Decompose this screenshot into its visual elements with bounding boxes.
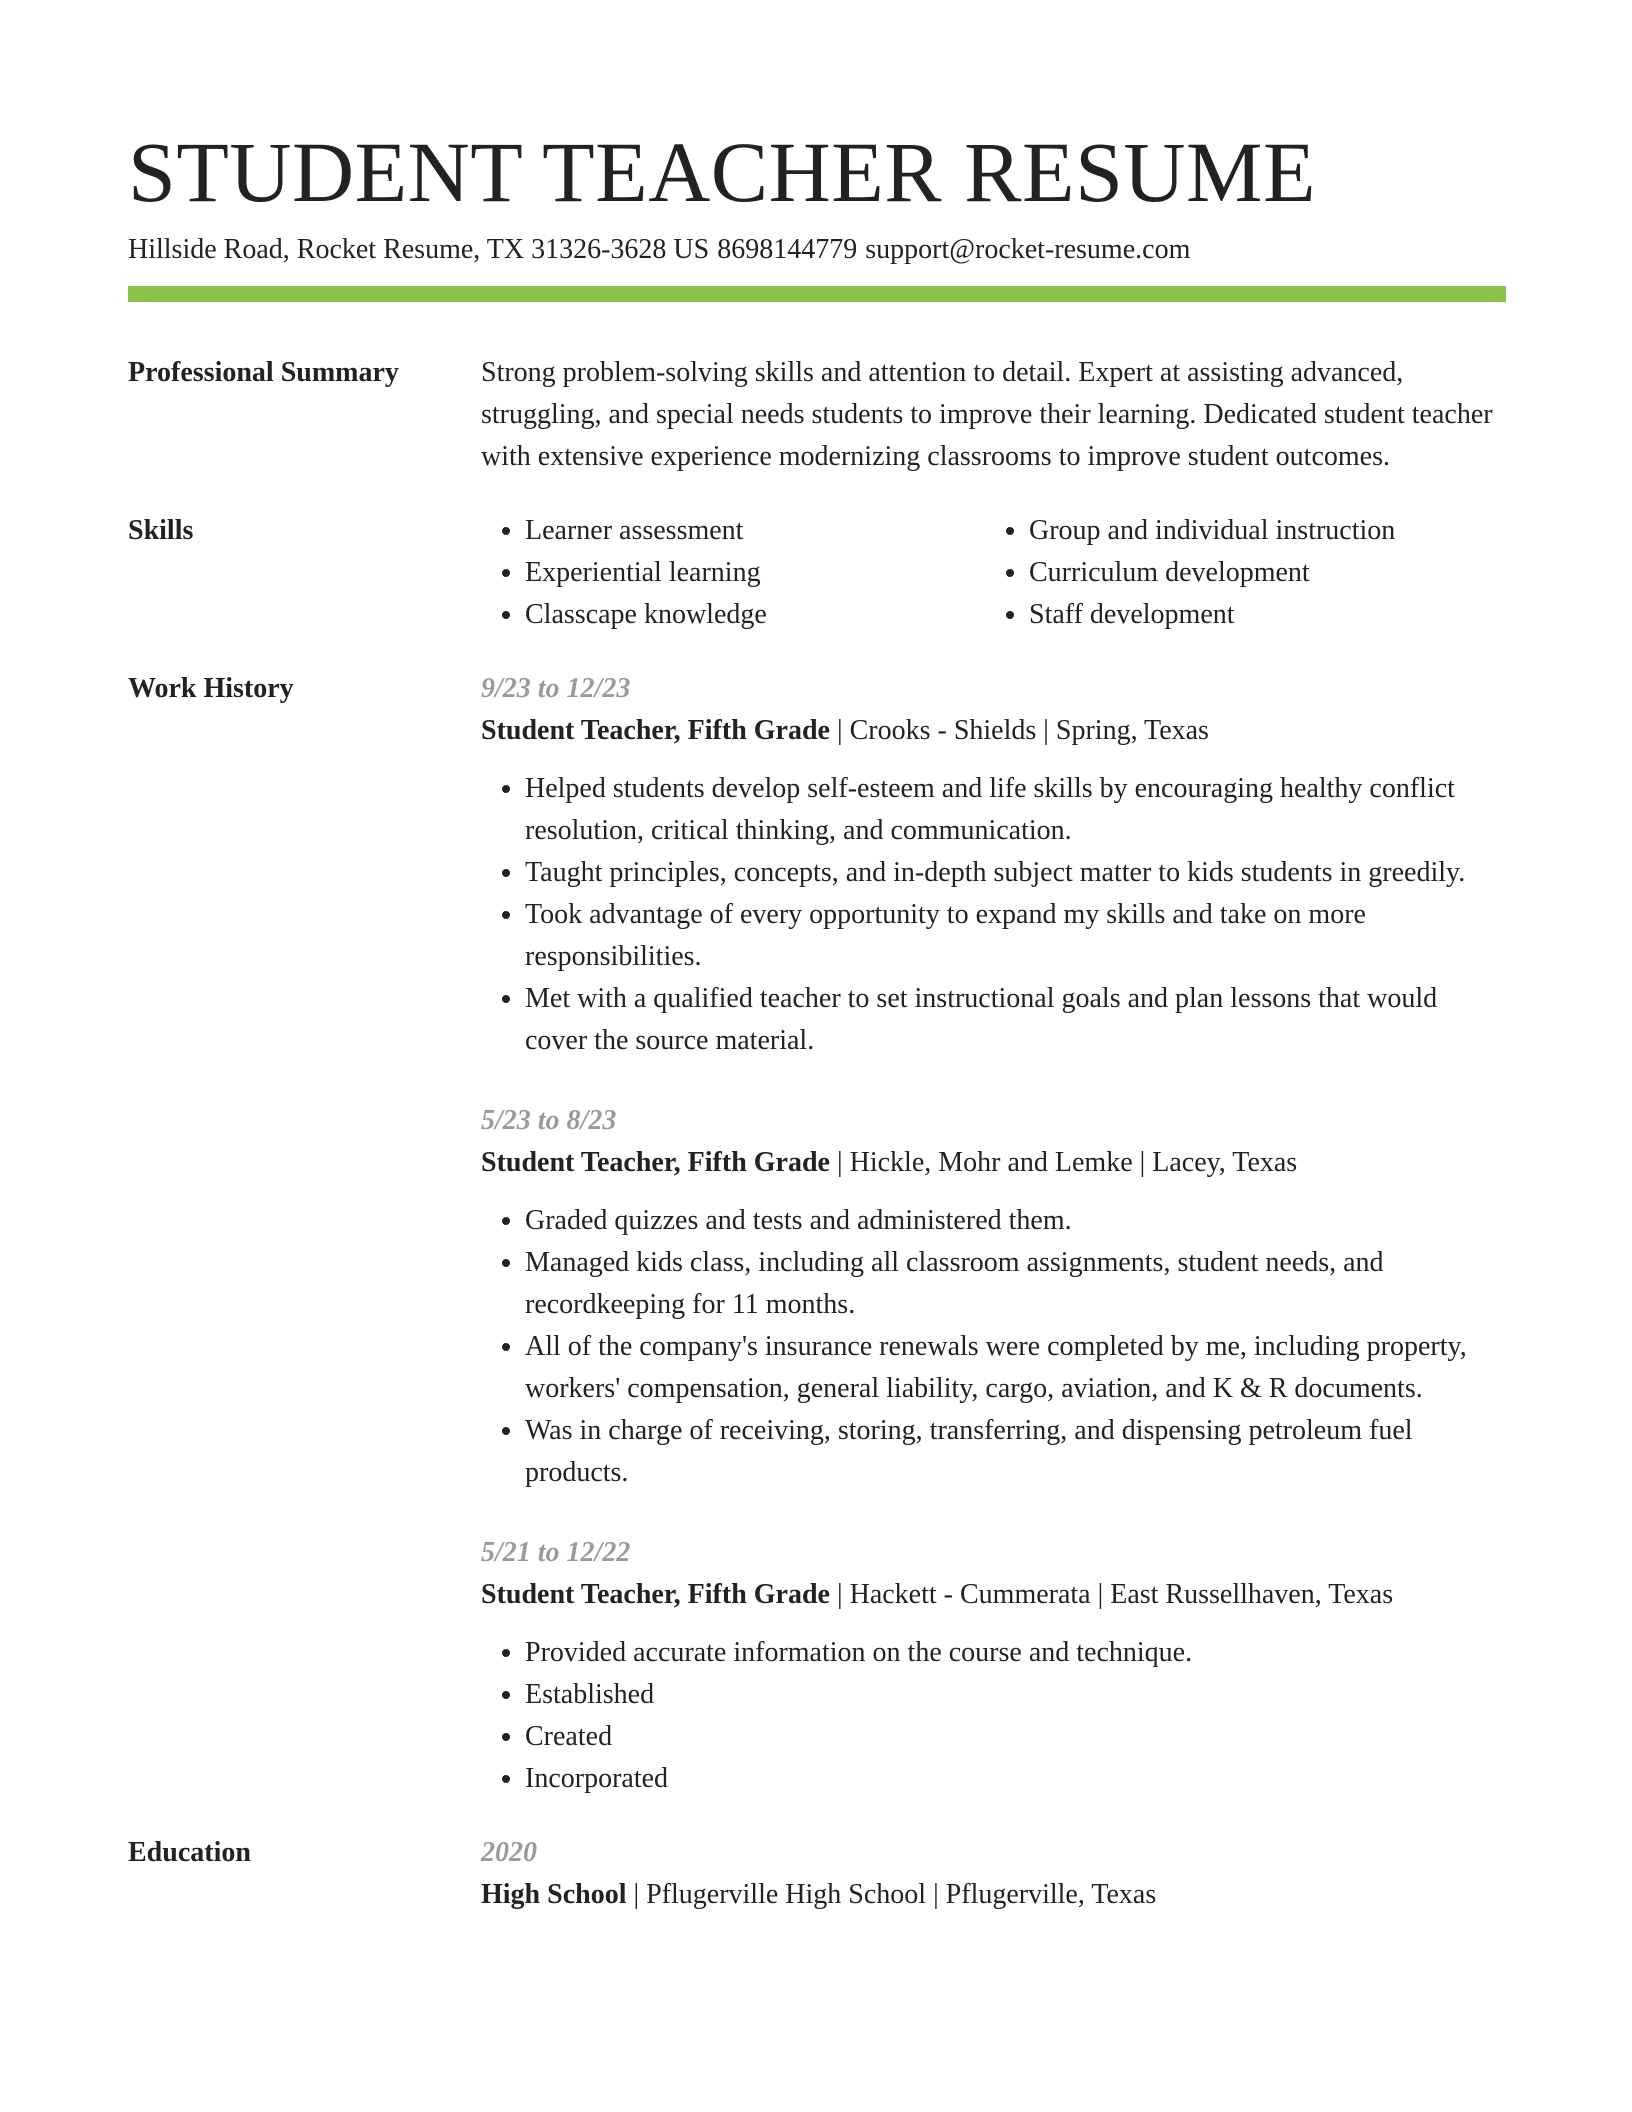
skill-item: • Staff development — [1029, 594, 1489, 636]
education-details: | Pflugerville High School | Pflugerville, Texas — [626, 1879, 1157, 1910]
skill-item: • Learner assessment — [525, 510, 985, 552]
job-details: | Hickle, Mohr and Lemke | Lacey, Texas — [830, 1147, 1298, 1178]
job-bullet: • Incorporated — [525, 1758, 1506, 1800]
contact-email: support@rocket-resume.com — [865, 234, 1191, 265]
professional-summary-section — [128, 352, 1506, 478]
section-heading: Work History — [128, 673, 294, 704]
job-bullet: • Took advantage of every opportunity to expand my skills and take on more responsibilities. — [525, 894, 1506, 978]
job-bullet: • Helped students develop self-esteem and life skills by encouraging healthy conflict resolution, critical thinking, and communication. — [525, 768, 1506, 852]
job-details: | Hackett - Cummerata | East Russellhaven, Texas — [830, 1579, 1394, 1610]
job-bullet: • Managed kids class, including all classroom assignments, student needs, and recordkeeping for 11 months. — [525, 1242, 1506, 1326]
job-heading — [481, 1142, 1506, 1184]
job-bullet: • Was in charge of receiving, storing, transferring, and dispensing petroleum fuel products. — [525, 1410, 1506, 1494]
education-section — [128, 1832, 1506, 1916]
summary-text: Strong problem-solving skills and attention to detail. Expert at assisting advanced, struggling, and special needs students to improve their learning. Dedicated student teacher with extensive experience modernizing classrooms to improve student outcomes. — [481, 357, 1493, 472]
job-bullet: • Provided accurate information on the course and technique. — [525, 1632, 1506, 1674]
education-degree: High School — [481, 1879, 627, 1910]
contact-address: Hillside Road, Rocket Resume, TX 31326-3628 US — [128, 234, 710, 265]
skill-item: • Experiential learning — [525, 552, 985, 594]
job-heading — [481, 1574, 1506, 1616]
contact-phone: 8698144779 — [717, 234, 858, 265]
section-heading: Skills — [128, 515, 194, 546]
job-entry — [481, 1532, 1506, 1800]
job-dates: 9/23 to 12/23 — [481, 673, 631, 704]
education-year: 2020 — [481, 1837, 537, 1868]
job-title: Student Teacher, Fifth Grade — [481, 1147, 830, 1178]
education-heading — [481, 1874, 1506, 1916]
job-bullets — [481, 768, 1506, 1062]
resume-content — [128, 352, 1506, 1948]
section-heading: Professional Summary — [128, 357, 399, 388]
skill-item: • Classcape knowledge — [525, 594, 985, 636]
section-heading: Education — [128, 1837, 251, 1868]
skill-item: • Group and individual instruction — [1029, 510, 1489, 552]
resume-title: STUDENT TEACHER RESUME — [128, 124, 1316, 220]
job-bullets — [481, 1200, 1506, 1494]
job-entry — [481, 668, 1506, 1062]
job-details: | Crooks - Shields | Spring, Texas — [830, 715, 1209, 746]
job-entry — [481, 1100, 1506, 1494]
work-history-section — [128, 668, 1506, 1800]
job-title: Student Teacher, Fifth Grade — [481, 715, 830, 746]
job-title: Student Teacher, Fifth Grade — [481, 1579, 830, 1610]
job-dates: 5/21 to 12/22 — [481, 1537, 631, 1568]
skills-column-2 — [985, 510, 1489, 636]
contact-line — [128, 230, 1198, 270]
header-divider — [128, 286, 1506, 302]
job-heading — [481, 710, 1506, 752]
job-bullets — [481, 1632, 1506, 1800]
skills-column-1 — [481, 510, 985, 636]
job-bullet: • Established — [525, 1674, 1506, 1716]
job-bullet: • All of the company's insurance renewals were completed by me, including property, workers' compensation, general liability, cargo, aviation, and K & R documents. — [525, 1326, 1506, 1410]
skills-list — [481, 510, 1506, 636]
skill-item: • Curriculum development — [1029, 552, 1489, 594]
job-bullet: • Graded quizzes and tests and administered them. — [525, 1200, 1506, 1242]
job-dates: 5/23 to 8/23 — [481, 1105, 617, 1136]
job-bullet: • Taught principles, concepts, and in-depth subject matter to kids students in greedily. — [525, 852, 1506, 894]
job-bullet: • Created — [525, 1716, 1506, 1758]
skills-section — [128, 510, 1506, 636]
job-bullet: • Met with a qualified teacher to set instructional goals and plan lessons that would cover the source material. — [525, 978, 1506, 1062]
